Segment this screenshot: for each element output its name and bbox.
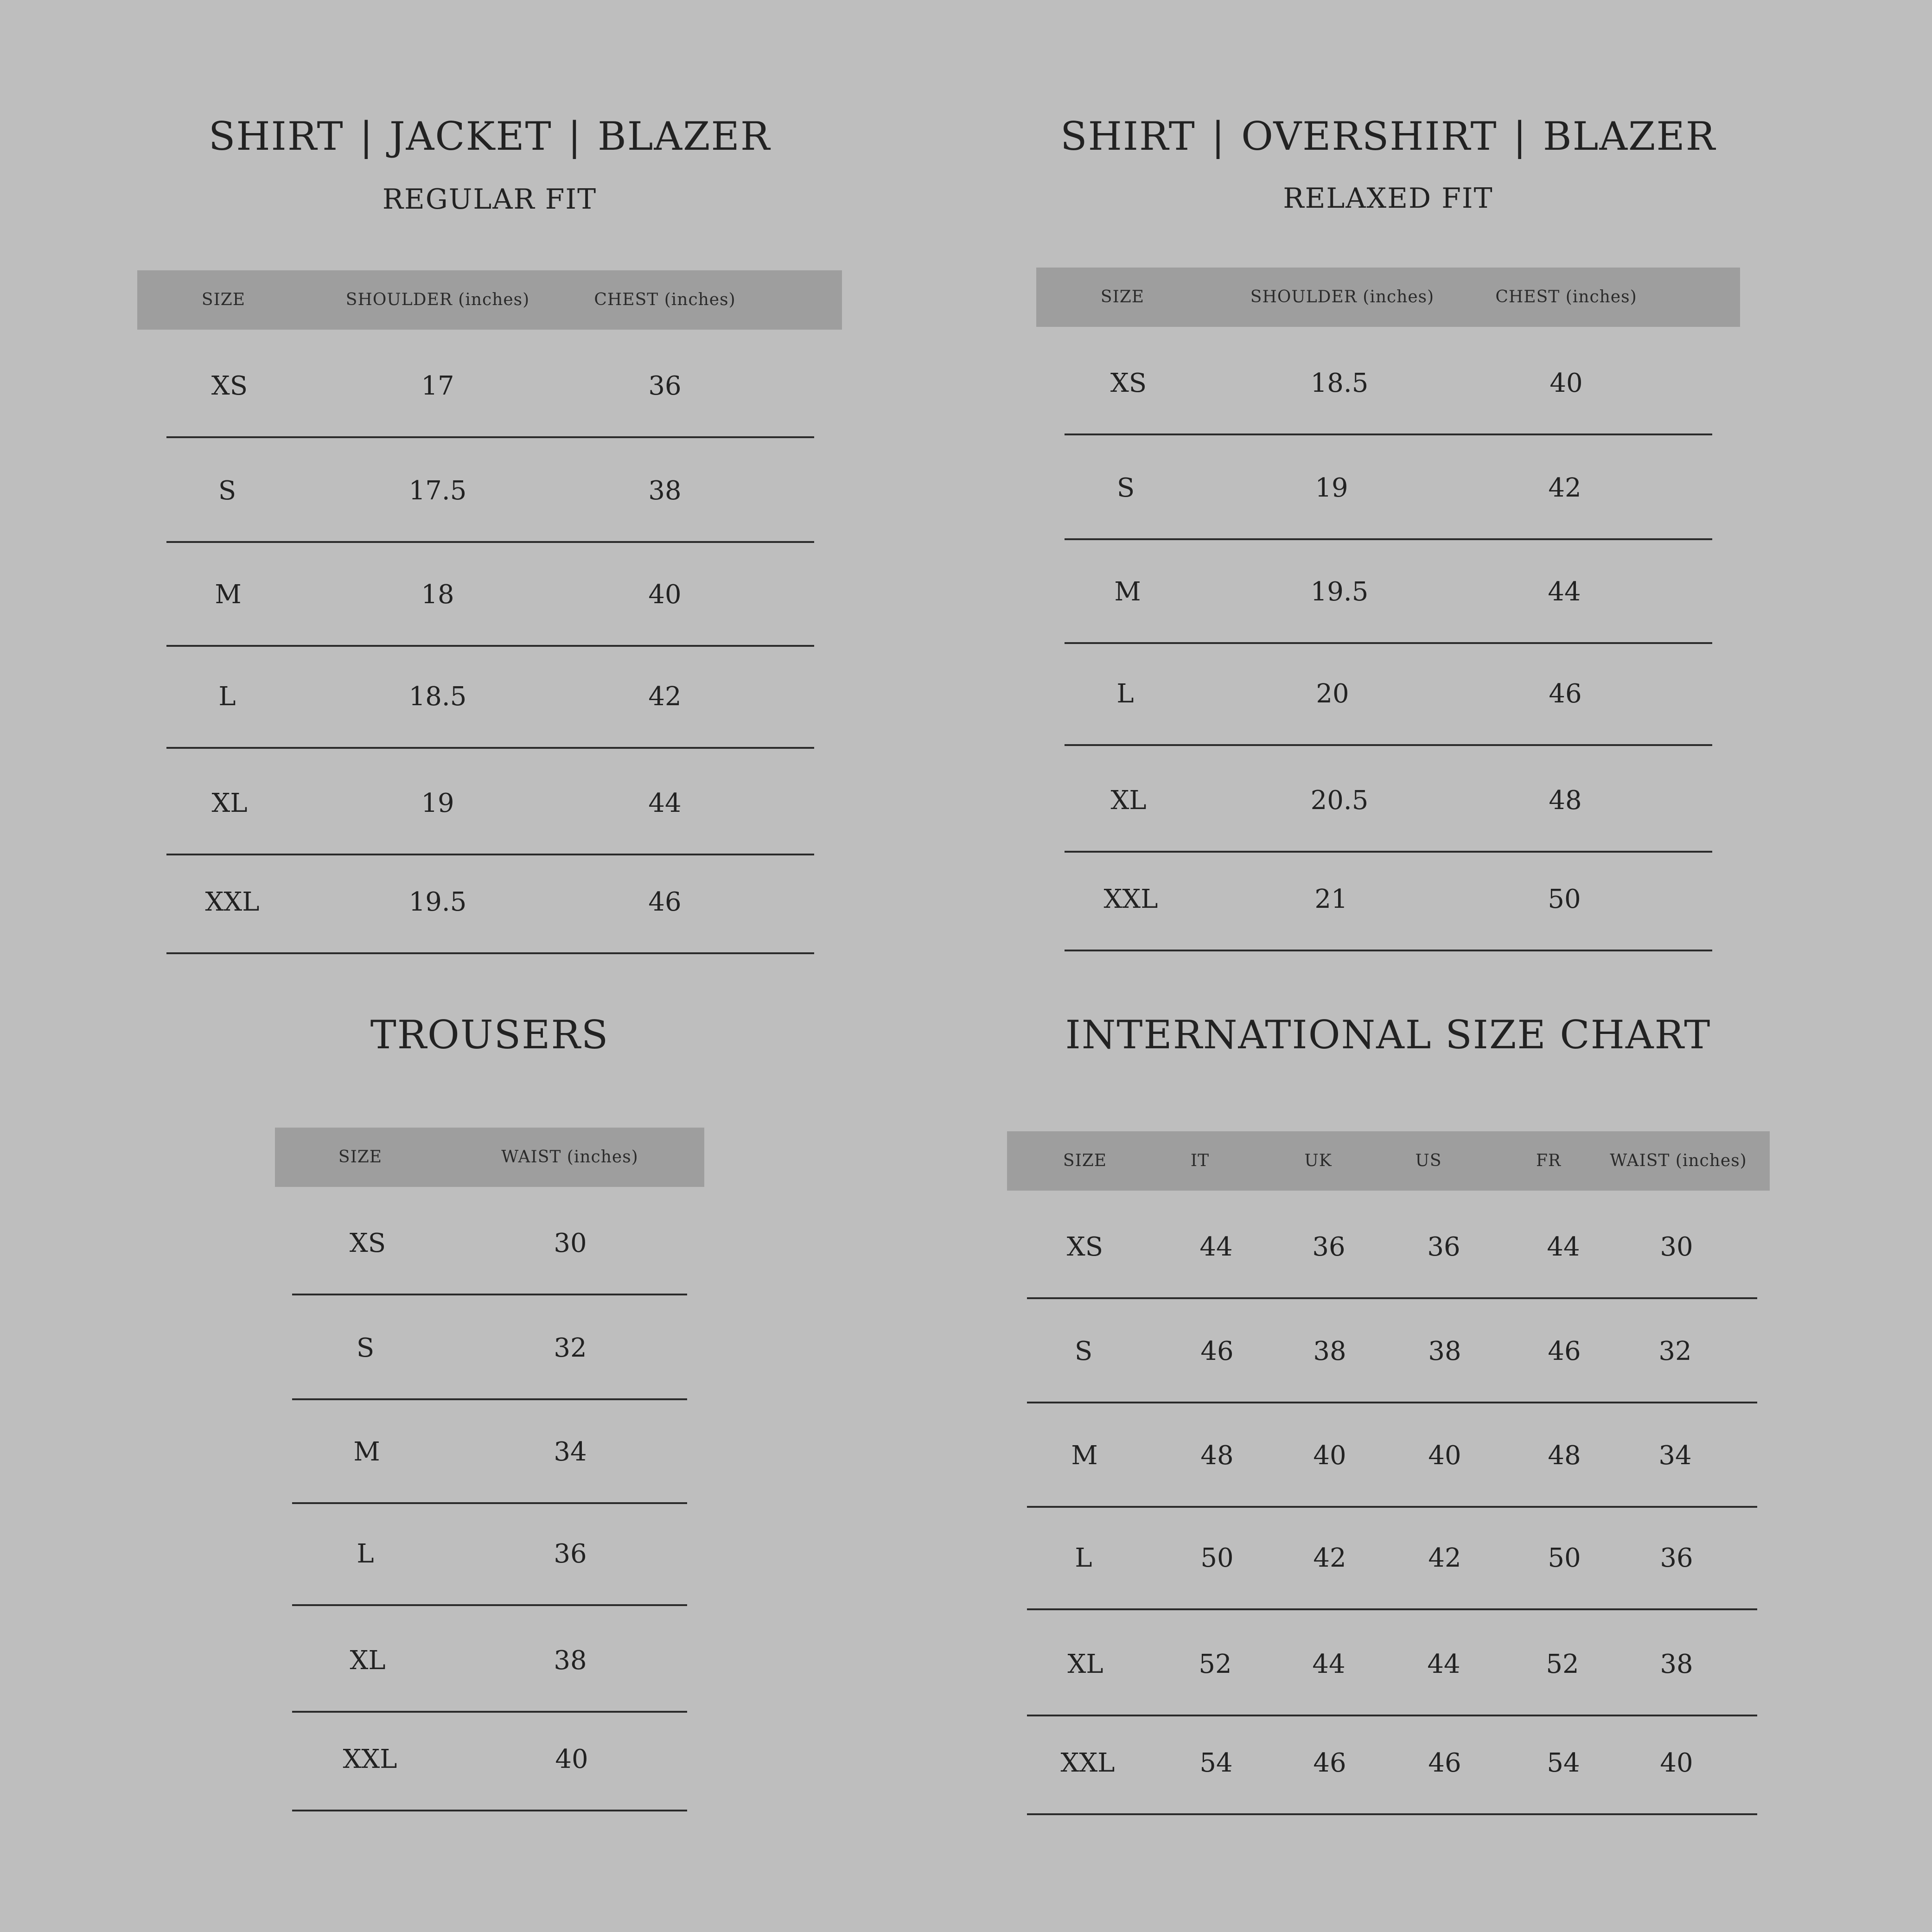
waist-cell: 36 xyxy=(1660,1543,1693,1573)
us-cell: 38 xyxy=(1428,1336,1461,1366)
title-separator: | xyxy=(1211,114,1226,159)
header-waist: WAIST (inches) xyxy=(1610,1151,1747,1170)
row-divider xyxy=(1027,1608,1757,1610)
shoulder-cell: 18.5 xyxy=(408,682,467,712)
size-cell: S xyxy=(1074,1336,1093,1366)
shoulder-cell: 19 xyxy=(421,788,454,818)
table-row xyxy=(1027,1612,1757,1716)
relaxed-fit-title xyxy=(1060,114,1716,159)
table-row xyxy=(292,1296,687,1400)
us-cell: 44 xyxy=(1427,1649,1460,1679)
table-row xyxy=(292,1608,687,1713)
it-cell: 50 xyxy=(1200,1543,1234,1573)
table-row xyxy=(1065,540,1712,644)
size-cell: XL xyxy=(1067,1649,1103,1679)
trousers-table-header xyxy=(275,1128,704,1187)
size-cell: XL xyxy=(1110,785,1147,816)
header-size: SIZE xyxy=(201,290,246,309)
relaxed-title-part-1: SHIRT xyxy=(1060,114,1196,159)
waist-cell: 30 xyxy=(1660,1232,1693,1262)
table-row xyxy=(292,1191,687,1295)
waist-cell: 38 xyxy=(1660,1649,1693,1679)
fr-cell: 46 xyxy=(1548,1336,1581,1366)
shoulder-cell: 21 xyxy=(1314,884,1348,914)
us-cell: 40 xyxy=(1428,1441,1461,1471)
table-row xyxy=(166,644,814,749)
table-row xyxy=(1027,1299,1757,1403)
row-divider xyxy=(166,952,814,954)
header-it: IT xyxy=(1190,1151,1210,1170)
waist-cell: 40 xyxy=(1660,1748,1693,1778)
relaxed-fit-subtitle: RELAXED FIT xyxy=(1283,182,1493,215)
waist-cell: 32 xyxy=(554,1333,587,1363)
size-cell: L xyxy=(218,682,236,712)
row-divider xyxy=(1065,950,1712,951)
size-cell: M xyxy=(1071,1441,1098,1471)
size-cell: M xyxy=(1114,577,1141,607)
row-divider xyxy=(292,1294,687,1295)
size-cell: XS xyxy=(1110,368,1147,398)
us-cell: 46 xyxy=(1428,1748,1461,1778)
header-uk: UK xyxy=(1304,1151,1332,1170)
uk-cell: 42 xyxy=(1313,1543,1346,1573)
chest-cell: 40 xyxy=(648,580,682,610)
size-cell: XL xyxy=(211,788,248,818)
header-us: US xyxy=(1415,1151,1442,1170)
shoulder-cell: 19.5 xyxy=(1310,577,1369,607)
shoulder-cell: 19.5 xyxy=(408,887,467,917)
row-divider xyxy=(292,1810,687,1811)
size-cell: XS xyxy=(211,371,248,401)
chest-cell: 42 xyxy=(648,682,682,712)
size-cell: M xyxy=(353,1437,380,1467)
size-cell: XL xyxy=(350,1645,386,1676)
it-cell: 52 xyxy=(1199,1649,1232,1679)
table-row xyxy=(292,1707,687,1811)
table-row xyxy=(1027,1195,1757,1299)
size-cell: L xyxy=(1075,1543,1092,1573)
waist-cell: 40 xyxy=(555,1744,588,1774)
relaxed-title-part-2: OVERSHIRT xyxy=(1241,114,1498,159)
waist-cell: 30 xyxy=(554,1228,587,1258)
relaxed-title-part-3: BLAZER xyxy=(1543,114,1716,159)
table-row xyxy=(1065,642,1712,746)
it-cell: 46 xyxy=(1200,1336,1234,1366)
uk-cell: 36 xyxy=(1312,1232,1345,1262)
title-separator: | xyxy=(359,114,374,159)
regular-fit-subtitle: REGULAR FIT xyxy=(382,183,597,216)
header-fr: FR xyxy=(1536,1151,1562,1170)
size-cell: S xyxy=(1116,473,1135,503)
us-cell: 36 xyxy=(1427,1232,1460,1262)
row-divider xyxy=(292,1604,687,1606)
uk-cell: 44 xyxy=(1312,1649,1345,1679)
uk-cell: 38 xyxy=(1313,1336,1346,1366)
waist-cell: 34 xyxy=(1658,1441,1692,1471)
size-cell: L xyxy=(357,1539,374,1569)
table-row xyxy=(1065,331,1712,435)
shoulder-cell: 17 xyxy=(421,371,454,401)
header-shoulder: SHOULDER (inches) xyxy=(345,290,530,309)
size-cell: XXL xyxy=(1103,884,1158,914)
fr-cell: 50 xyxy=(1548,1543,1581,1573)
header-shoulder: SHOULDER (inches) xyxy=(1250,287,1435,306)
regular-title-part-2: JACKET xyxy=(389,114,552,159)
header-size: SIZE xyxy=(338,1148,383,1167)
shoulder-cell: 18 xyxy=(421,580,454,610)
table-row xyxy=(1065,436,1712,540)
fr-cell: 52 xyxy=(1546,1649,1579,1679)
it-cell: 54 xyxy=(1199,1748,1233,1778)
table-row xyxy=(1027,1711,1757,1815)
table-row xyxy=(1027,1403,1757,1508)
table-row xyxy=(1065,748,1712,853)
size-cell: L xyxy=(1116,679,1134,709)
fr-cell: 44 xyxy=(1547,1232,1580,1262)
waist-cell: 34 xyxy=(554,1437,587,1467)
row-divider xyxy=(1065,744,1712,746)
regular-title-part-3: BLAZER xyxy=(598,114,771,159)
chest-cell: 46 xyxy=(1549,679,1582,709)
header-size: SIZE xyxy=(1063,1151,1107,1170)
table-row xyxy=(1027,1506,1757,1610)
table-row xyxy=(166,542,814,647)
table-row xyxy=(292,1400,687,1504)
shoulder-cell: 18.5 xyxy=(1310,368,1369,398)
chest-cell: 44 xyxy=(1548,577,1581,607)
waist-cell: 36 xyxy=(554,1539,587,1569)
table-row xyxy=(166,850,814,954)
header-chest: CHEST (inches) xyxy=(1495,287,1637,306)
row-divider xyxy=(1027,1813,1757,1815)
shoulder-cell: 17.5 xyxy=(408,476,467,506)
chest-cell: 36 xyxy=(648,371,682,401)
size-cell: XS xyxy=(1066,1232,1103,1262)
title-separator: | xyxy=(567,114,582,159)
header-size: SIZE xyxy=(1100,287,1145,306)
size-cell: S xyxy=(356,1333,375,1363)
header-chest: CHEST (inches) xyxy=(594,290,736,309)
size-cell: XXL xyxy=(205,887,260,917)
it-cell: 48 xyxy=(1200,1441,1234,1471)
regular-fit-title xyxy=(209,114,771,159)
international-table-header xyxy=(1007,1131,1770,1191)
uk-cell: 40 xyxy=(1313,1441,1346,1471)
regular-table-header xyxy=(137,270,842,330)
chest-cell: 42 xyxy=(1548,473,1581,503)
chest-cell: 50 xyxy=(1548,884,1581,914)
row-divider xyxy=(1065,434,1712,435)
relaxed-table-header xyxy=(1036,268,1740,327)
chest-cell: 48 xyxy=(1549,785,1582,816)
uk-cell: 46 xyxy=(1313,1748,1346,1778)
row-divider xyxy=(166,436,814,438)
shoulder-cell: 20.5 xyxy=(1310,785,1369,816)
fr-cell: 54 xyxy=(1547,1748,1580,1778)
shoulder-cell: 19 xyxy=(1315,473,1348,503)
chest-cell: 38 xyxy=(648,476,682,506)
chest-cell: 40 xyxy=(1549,368,1583,398)
title-separator: | xyxy=(1513,114,1527,159)
it-cell: 44 xyxy=(1199,1232,1233,1262)
trousers-title: TROUSERS xyxy=(370,1012,609,1058)
size-cell: XS xyxy=(349,1228,386,1258)
waist-cell: 32 xyxy=(1658,1336,1692,1366)
table-row xyxy=(166,751,814,855)
international-title: INTERNATIONAL SIZE CHART xyxy=(1065,1012,1711,1058)
size-cell: XXL xyxy=(1060,1748,1115,1778)
header-waist: WAIST (inches) xyxy=(501,1148,638,1167)
table-row xyxy=(166,439,814,543)
size-cell: M xyxy=(215,580,242,610)
table-row xyxy=(292,1502,687,1606)
size-cell: XXL xyxy=(343,1744,397,1774)
size-cell: S xyxy=(218,476,236,506)
chest-cell: 44 xyxy=(648,788,682,818)
chest-cell: 46 xyxy=(648,887,682,917)
us-cell: 42 xyxy=(1428,1543,1461,1573)
table-row xyxy=(166,334,814,438)
row-divider xyxy=(166,747,814,749)
regular-title-part-1: SHIRT xyxy=(208,114,344,159)
waist-cell: 38 xyxy=(554,1645,587,1676)
fr-cell: 48 xyxy=(1548,1441,1581,1471)
shoulder-cell: 20 xyxy=(1316,679,1349,709)
table-row xyxy=(1065,847,1712,951)
